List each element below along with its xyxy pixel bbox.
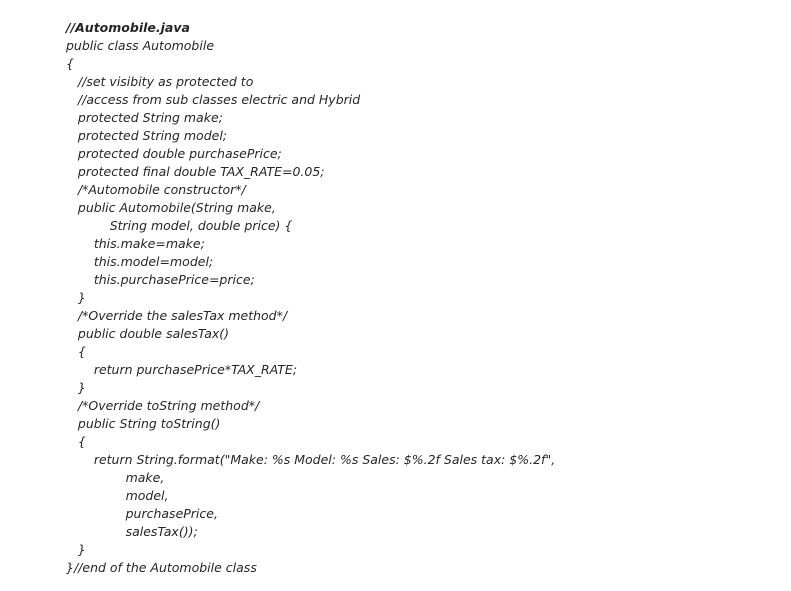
- code-line: }: [66, 542, 86, 557]
- code-line: model,: [66, 488, 169, 503]
- code-line: //set visibity as protected to: [66, 74, 254, 89]
- code-line: purchasePrice,: [66, 506, 218, 521]
- code-line: public class Automobile: [66, 38, 215, 53]
- code-line: return String.format("Make: %s Model: %s Sales: $%.2f Sales tax: $%.2f",: [66, 452, 556, 467]
- code-line: protected String make;: [66, 110, 223, 125]
- code-line: public double salesTax(): [66, 326, 230, 341]
- code-line: this.make=make;: [66, 236, 205, 251]
- code-line: public Automobile(String make,: [66, 200, 276, 215]
- file-name-comment: //Automobile.java: [66, 20, 190, 35]
- code-line: public String toString(): [66, 416, 221, 431]
- code-line: salesTax());: [66, 524, 198, 539]
- code-line: /*Override the salesTax method*/: [66, 308, 288, 323]
- code-line: {: [66, 434, 86, 449]
- code-line: }: [66, 380, 86, 395]
- code-line: {: [66, 56, 74, 71]
- code-line: }: [66, 290, 86, 305]
- code-line: protected double purchasePrice;: [66, 146, 282, 161]
- code-listing: [66, 19, 766, 577]
- code-line: //access from sub classes electric and Hybrid: [66, 92, 361, 107]
- code-line: protected String model;: [66, 128, 228, 143]
- code-line: return purchasePrice*TAX_RATE;: [66, 362, 298, 377]
- code-line: /*Override toString method*/: [66, 398, 260, 413]
- code-line: this.model=model;: [66, 254, 214, 269]
- code-line: make,: [66, 470, 165, 485]
- code-line: /*Automobile constructor*/: [66, 182, 246, 197]
- code-line: {: [66, 344, 86, 359]
- code-line: protected final double TAX_RATE=0.05;: [66, 164, 325, 179]
- code-line: String model, double price) {: [66, 218, 293, 233]
- code-line: this.purchasePrice=price;: [66, 272, 255, 287]
- code-line: }//end of the Automobile class: [66, 560, 257, 575]
